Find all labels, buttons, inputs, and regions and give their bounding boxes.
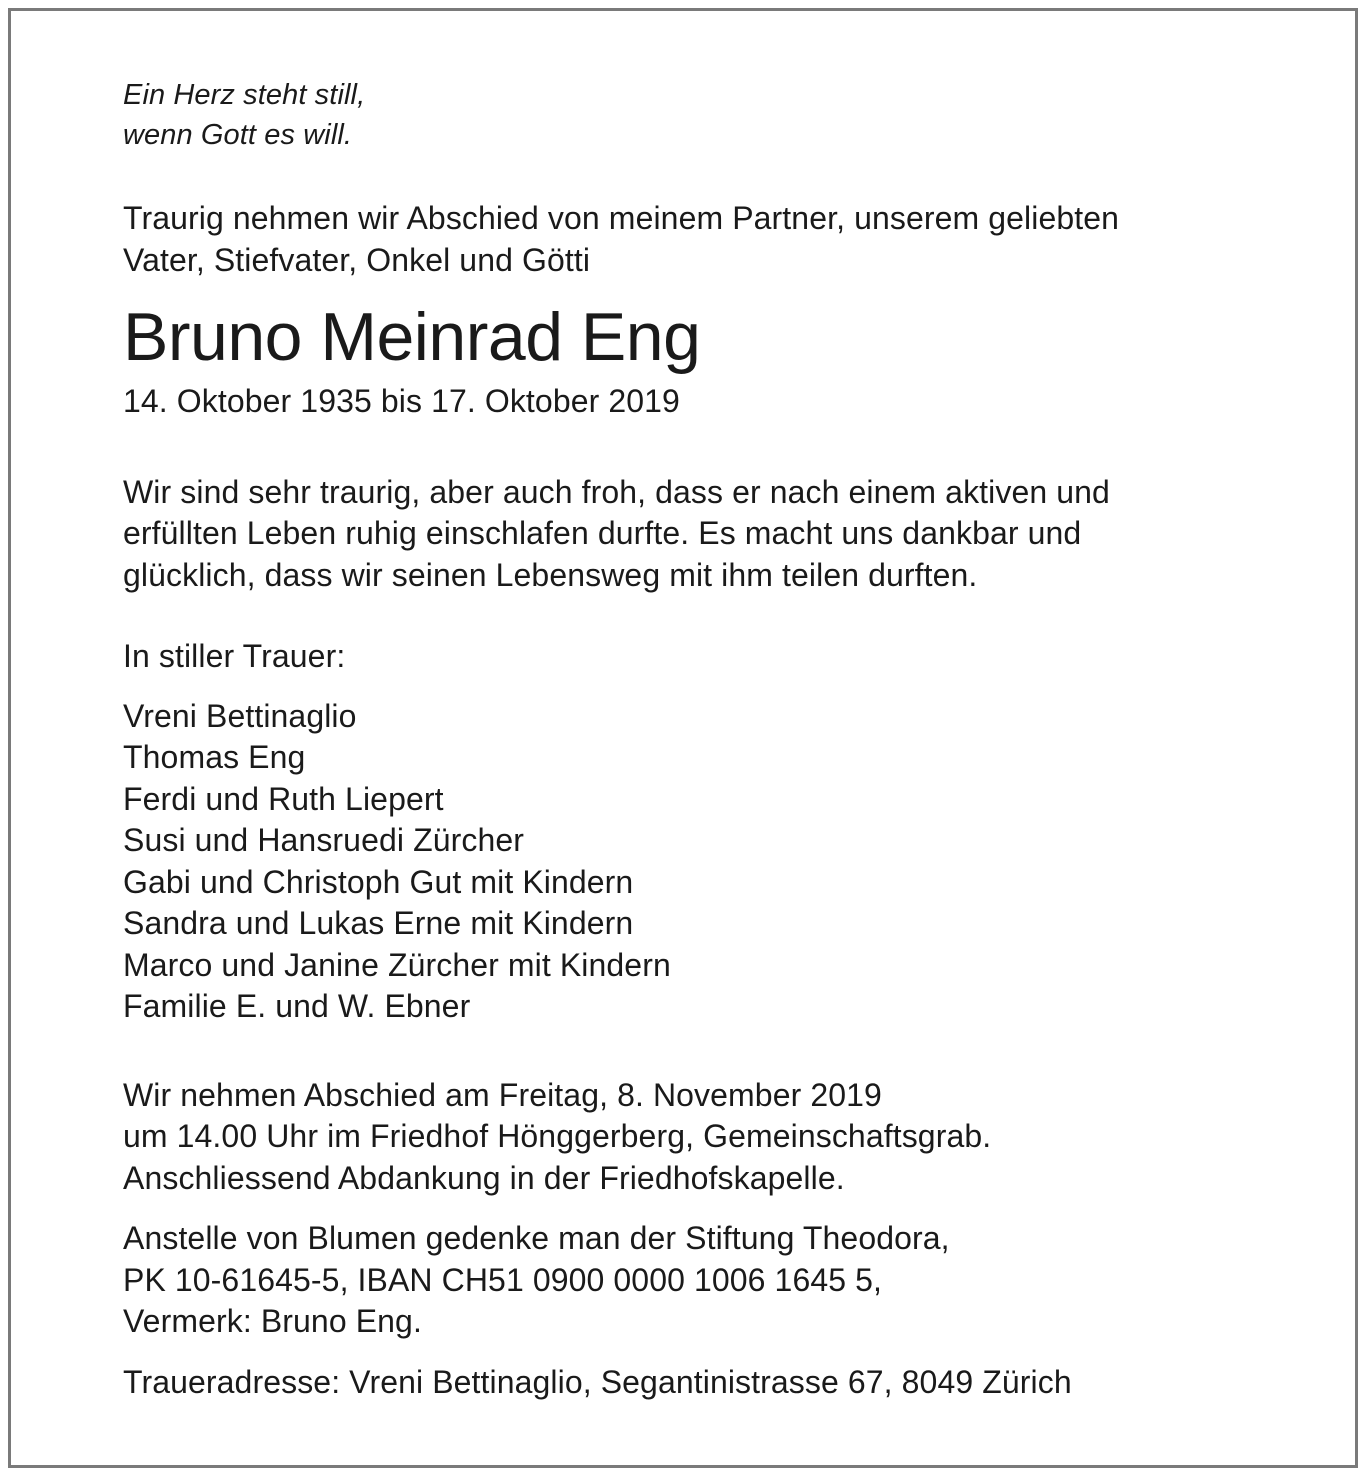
- mourning-label: In stiller Trauer:: [123, 638, 346, 674]
- mourner-name: Vreni Bettinaglio: [123, 697, 357, 734]
- intro-text: [123, 198, 1323, 281]
- message-text: [123, 472, 1323, 597]
- mourner-name: Thomas Eng: [123, 739, 306, 775]
- message-line: glücklich, dass wir seinen Lebensweg mit ihm teilen durften.: [123, 556, 978, 593]
- mourner-name: Marco und Janine Zürcher mit Kindern: [123, 946, 671, 983]
- ceremony-details: [123, 1075, 1323, 1200]
- intro-line: Traurig nehmen wir Abschied von meinem Partner, unserem geliebten: [123, 200, 1120, 236]
- opening-verse: [123, 75, 1323, 155]
- donation-line: Vermerk: Bruno Eng.: [123, 1303, 422, 1339]
- mourner-name: Ferdi und Ruth Liepert: [123, 780, 444, 817]
- message-line: Wir sind sehr traurig, aber auch froh, dass er nach einem aktiven und: [123, 473, 1110, 510]
- donation-details: [123, 1218, 1323, 1343]
- mourner-name: Sandra und Lukas Erne mit Kindern: [123, 905, 634, 941]
- mourning-address: Traueradresse: Vreni Bettinaglio, Segantinistrasse 67, 8049 Zürich: [123, 1363, 1072, 1400]
- mourners-list: [123, 696, 1323, 1028]
- life-dates: 14. Oktober 1935 bis 17. Oktober 2019: [123, 383, 680, 419]
- verse-line: wenn Gott es will.: [123, 119, 353, 151]
- obituary-content: [123, 75, 1323, 1403]
- ceremony-line: Anschliessend Abdankung in der Friedhofskapelle.: [123, 1159, 845, 1196]
- mourner-name: Gabi und Christoph Gut mit Kindern: [123, 863, 634, 900]
- deceased-name: Bruno Meinrad Eng: [123, 299, 701, 375]
- donation-line: Anstelle von Blumen gedenke man der Stiftung Theodora,: [123, 1220, 950, 1256]
- mourner-name: Susi und Hansruedi Zürcher: [123, 822, 525, 858]
- donation-line: PK 10-61645-5, IBAN CH51 0900 0000 1006 1645 5,: [123, 1261, 883, 1298]
- message-line: erfüllten Leben ruhig einschlafen durfte. Es macht uns dankbar und: [123, 515, 1082, 551]
- mourner-name: Familie E. und W. Ebner: [123, 988, 471, 1024]
- intro-line: Vater, Stiefvater, Onkel und Götti: [123, 241, 591, 278]
- verse-line: Ein Herz steht still,: [123, 79, 366, 111]
- obituary-frame: [8, 8, 1358, 1468]
- ceremony-line: Wir nehmen Abschied am Freitag, 8. November 2019: [123, 1076, 882, 1113]
- ceremony-line: um 14.00 Uhr im Friedhof Hönggerberg, Gemeinschaftsgrab.: [123, 1118, 992, 1154]
